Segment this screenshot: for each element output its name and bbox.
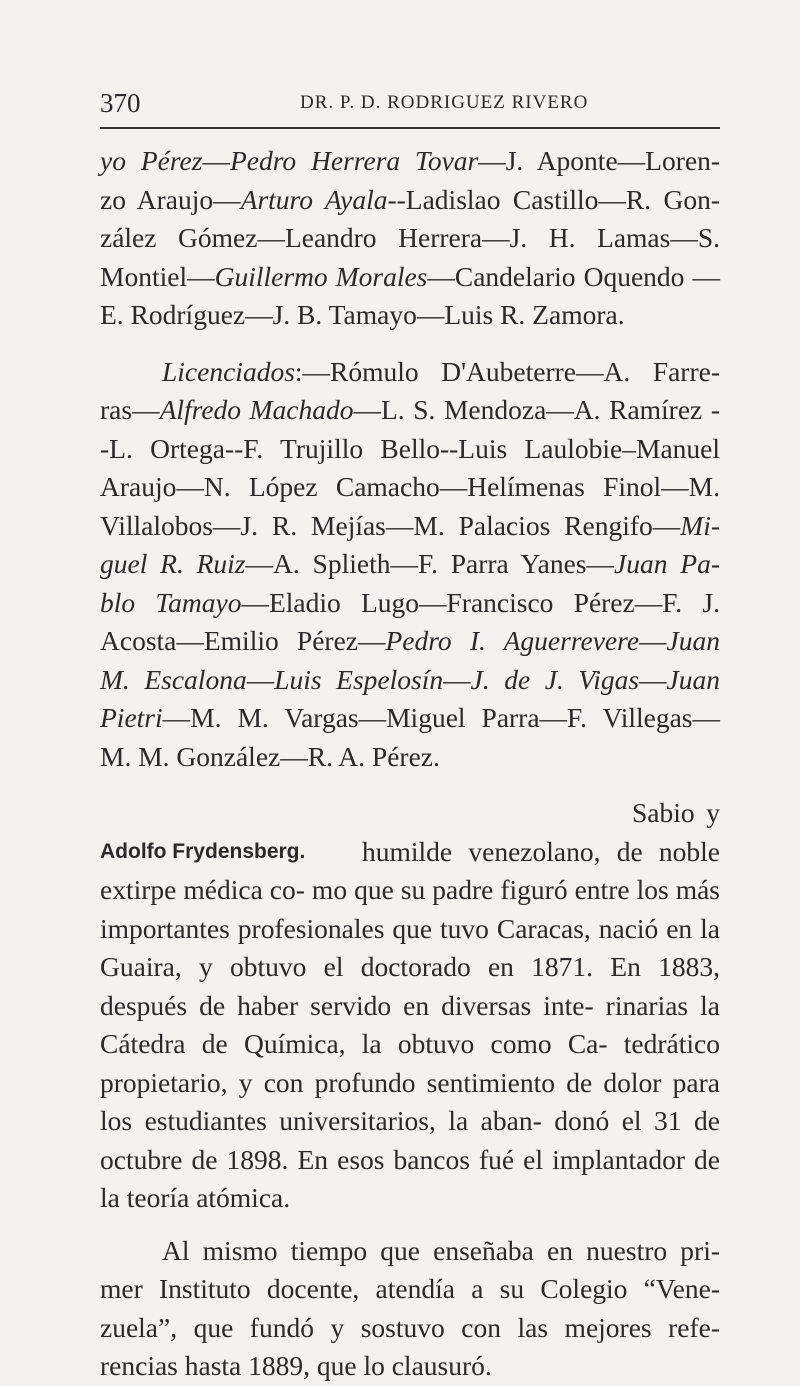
- biography-section: [100, 794, 720, 1218]
- sidehead-name: Adolfo Frydensberg.: [100, 839, 306, 863]
- name-italic: Alfredo Machado: [159, 394, 354, 425]
- text-run: —: [246, 663, 275, 695]
- name-italic: Juan M. Escalona: [100, 625, 720, 695]
- name-italic: Pedro Herrera Tovar: [229, 145, 479, 176]
- text-run: —A. Splieth—F. Parra Yanes—: [245, 548, 615, 579]
- name-italic: Mi- guel R. Ruiz: [100, 509, 720, 579]
- paragraph-licenciados: [100, 353, 720, 777]
- paragraph-colegio: Al mismo tiempo que enseñaba en nuestro pri- mer Instituto docente, atendía a su Colegio “Vene- zuela”, que fundó y sostuvo con las mejores refe- rencias hasta 1889, que lo clausuró.: [100, 1234, 720, 1381]
- page-header: [100, 88, 720, 128]
- name-italic: J. de J. Vigas: [470, 663, 640, 695]
- text-run: —Candelario Oquendo —E. Rodríguez—J. B. Tamayo—Luis R. Zamora.: [100, 260, 720, 330]
- name-italic: Pedro I. Aguerrevere: [385, 625, 640, 656]
- text-run: —M. M. Vargas—Miguel Parra—F. Villegas— M. M. González—R. A. Pérez.: [100, 702, 720, 772]
- paragraph-biography: Sabio y humilde venezolano, de noble extirpe médica co- mo que su padre figuró entre los más importantes profesionales que tuvo Caracas, nació en la Guaira, y obtuvo el doctorado en 1871. En 1883, después de haber servido en diversas inte- rinarias la Cátedra de Química, la obtuvo como Ca- tedrático propietario, y con profundo sentimiento de dolor para los estudiantes universitarios, la aban- donó el 31 de octubre de 1898. En esos bancos fué el implantador de la teoría atómica.: [100, 797, 720, 1213]
- paragraph-graduates-list: [100, 142, 720, 335]
- name-italic: Juan Pietri: [100, 663, 721, 733]
- header-rule: [100, 127, 720, 129]
- name-italic: Guillermo Morales: [214, 260, 428, 292]
- text-run: —J. Aponte—Loren- zo Araujo—: [100, 145, 720, 215]
- running-head: DR. P. D. RODRIGUEZ RIVERO: [300, 92, 589, 113]
- text-run: —: [202, 145, 230, 176]
- text-run: :—Rómulo D'Aubeterre—A. Farre- ras—: [100, 355, 720, 425]
- page-number: 370: [100, 88, 141, 118]
- name-italic: yo Pérez: [100, 145, 203, 176]
- section-label-italic: Licenciados: [162, 355, 295, 387]
- text-run: —: [443, 663, 471, 695]
- name-italic: Arturo Ayala: [240, 183, 388, 215]
- text-run: —: [639, 625, 667, 656]
- text-run: —Eladio Lugo—Francisco Pérez—F. J. Acosta—Emilio Pérez—: [100, 586, 720, 656]
- text-run: —: [639, 663, 667, 695]
- text-run: —L. S. Mendoza—A. Ramírez --L. Ortega--F. Trujillo Bello--Luis Laulobie–Manuel Araujo—N. López Camacho—Helímenas Finol—M. Villalobos—J. R. Mejías—M. Palacios Rengifo—: [100, 394, 720, 541]
- name-italic: Juan Pa- blo Tamayo: [100, 548, 720, 618]
- text-run: --Ladislao Castillo—R. Gon- zález Gómez—Leandro Herrera—J. H. Lamas—S. Montiel—: [100, 183, 720, 292]
- name-italic: Luis Espelosín: [274, 663, 444, 695]
- page-body: [100, 142, 720, 1386]
